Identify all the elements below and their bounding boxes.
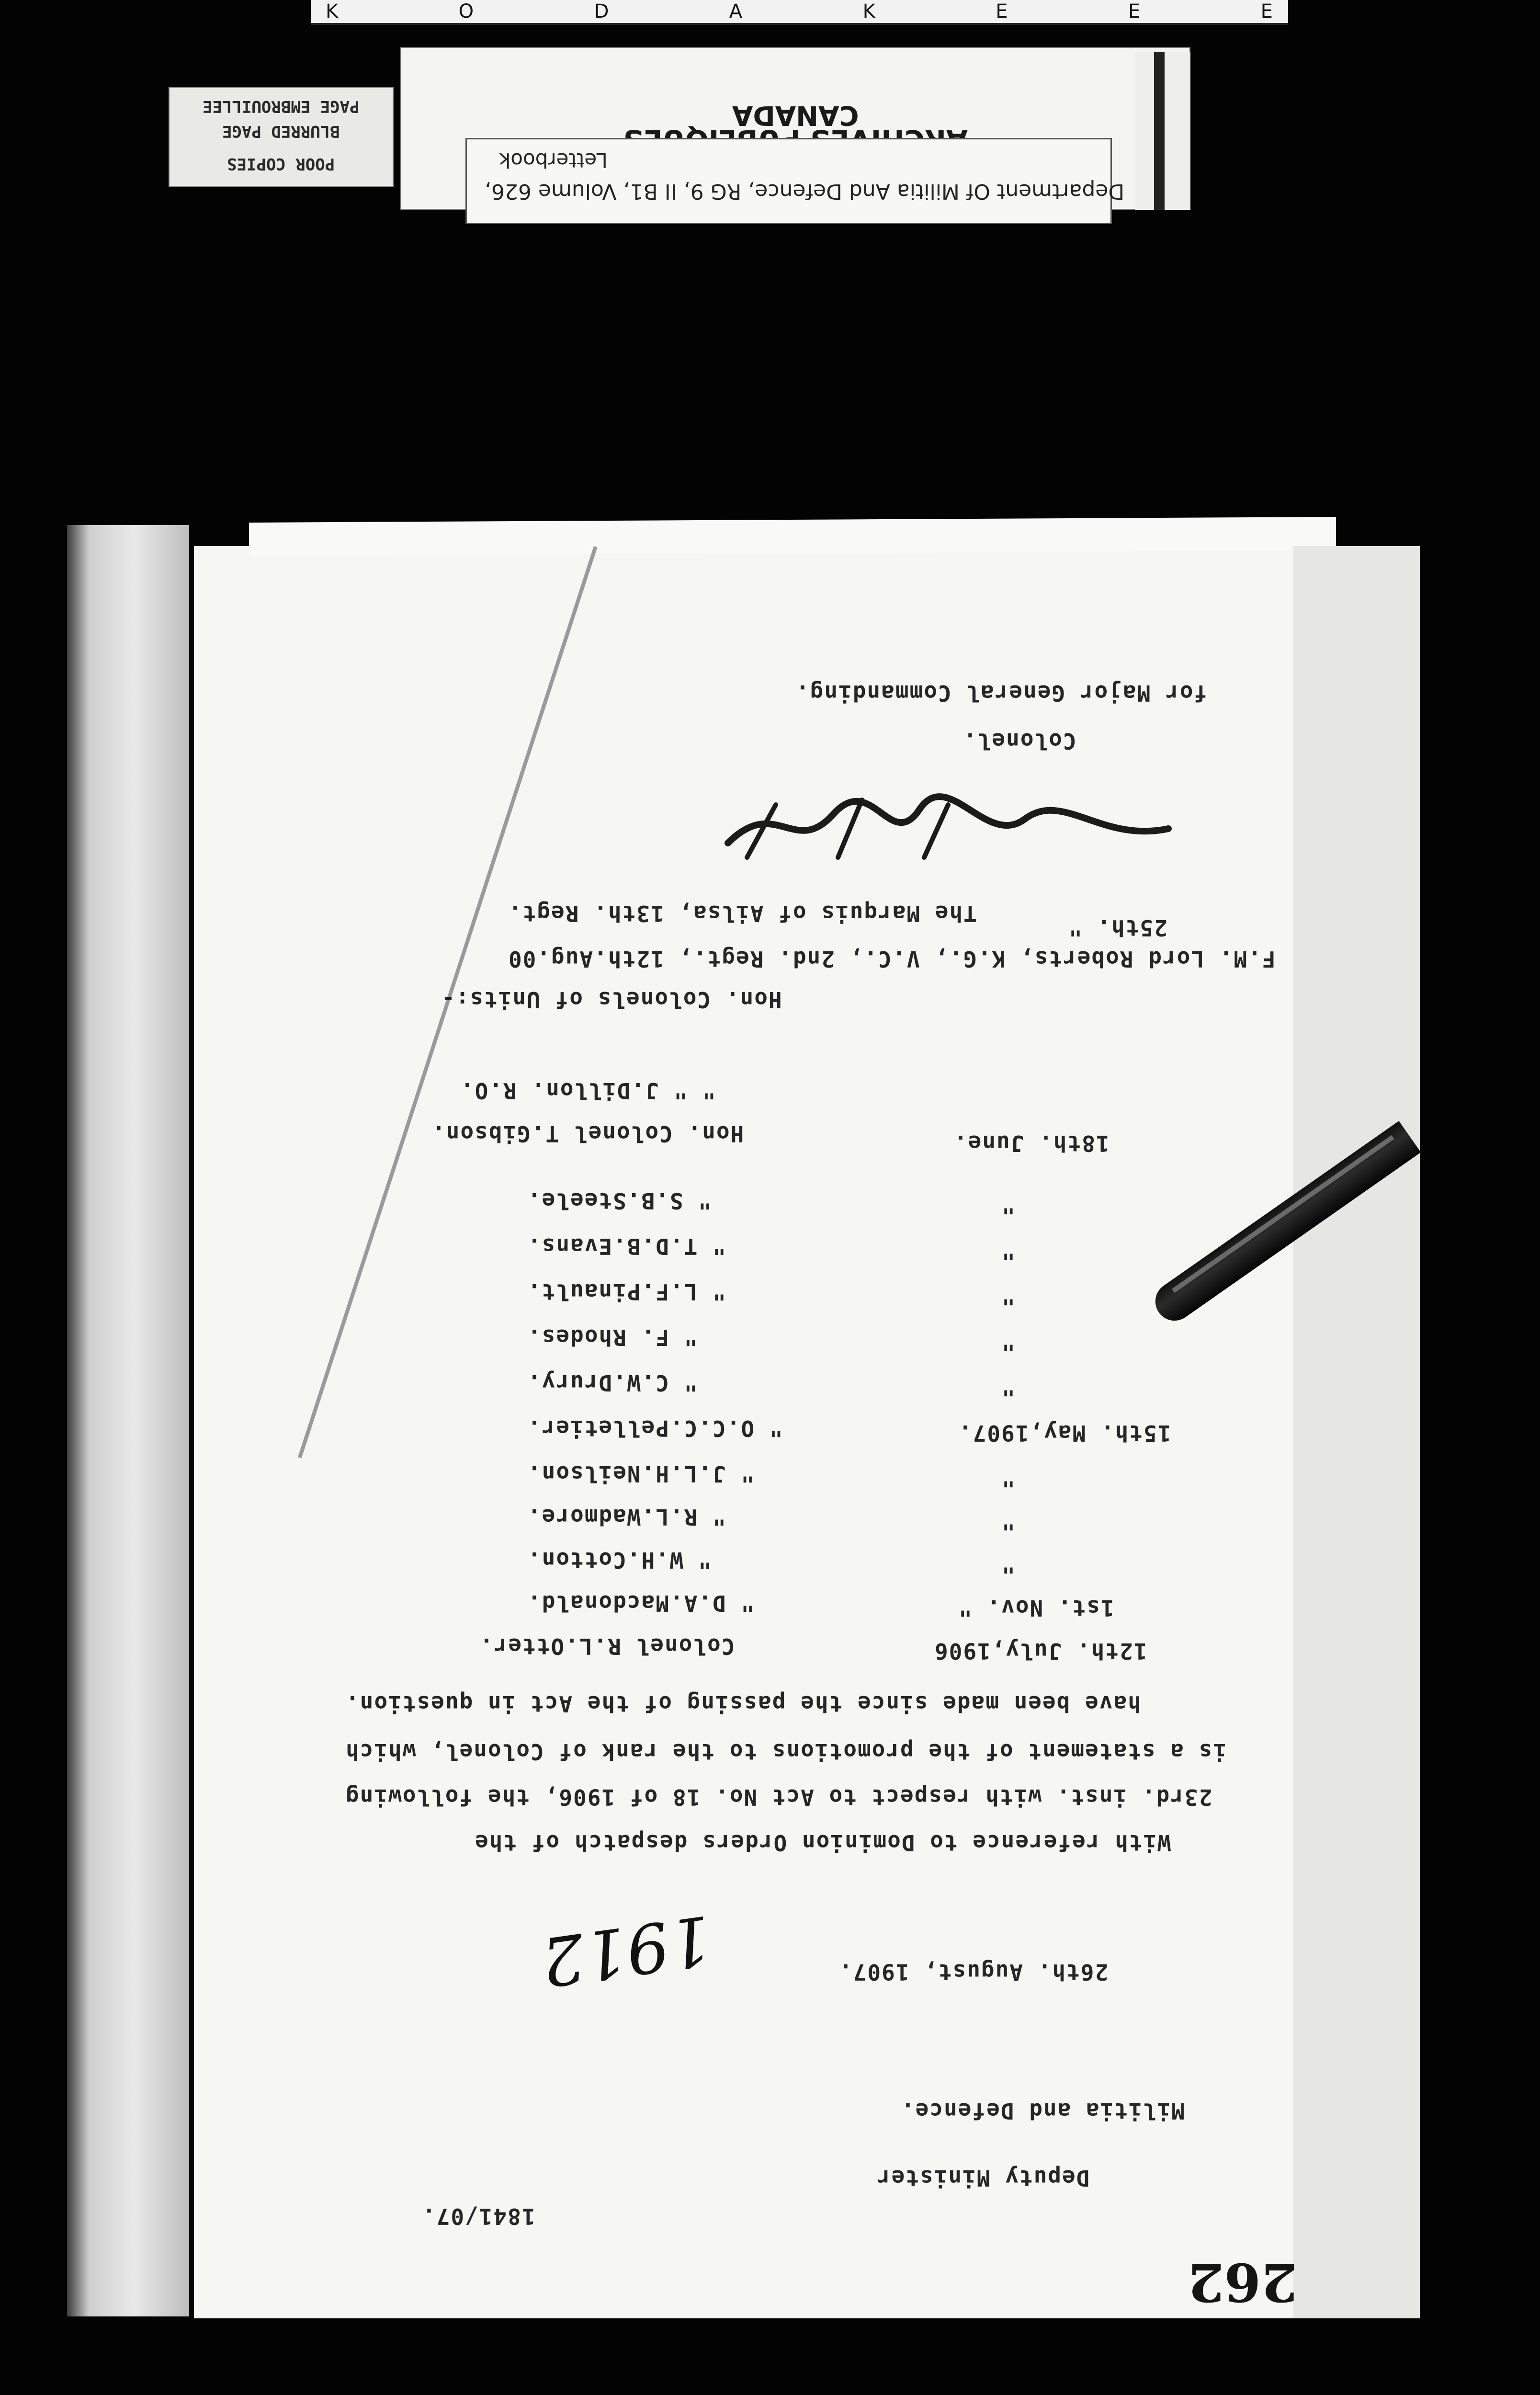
signature-title: Colonel. xyxy=(962,728,1076,754)
stamp-line-fr: PAGE EMBROUILLEE xyxy=(203,97,360,116)
hon-unit-2: The Marquis of Ailsa, 13th. Regt. xyxy=(508,901,977,926)
page-number: 262 xyxy=(1188,2251,1298,2313)
letter-date: 26th. August, 1907. xyxy=(838,1959,1109,1985)
page-top-edge xyxy=(249,517,1336,556)
promotion-date: " xyxy=(1001,1238,1015,1264)
hon-units-heading: Hon. Colonels of Units:- xyxy=(441,987,782,1013)
sender-title-2: Militia and Defence. xyxy=(900,2098,1185,2124)
promotion-name: " W.H.Cotton. xyxy=(527,1547,712,1573)
promotion-name: " L.F.Pinault. xyxy=(527,1279,726,1305)
film-mark: K xyxy=(326,0,340,23)
body-line-2: 23rd. inst. with respect to Act No. 18 of 1906, the following xyxy=(345,1784,1212,1810)
archives-country: CANADA xyxy=(732,100,859,131)
film-mark: D xyxy=(594,0,610,23)
promotion-name: " C.W.Drury. xyxy=(527,1370,698,1396)
book-binding xyxy=(67,525,189,2316)
promotion-date: 15th. May,1907. xyxy=(958,1420,1171,1446)
promotion-name: " S.B.Steele. xyxy=(527,1188,712,1214)
promotion-date: " xyxy=(1001,1466,1015,1492)
film-mark: E xyxy=(1260,0,1274,23)
stamp-line-en: BLURRED PAGE xyxy=(222,122,340,141)
hon-colonel-2: " " J.Dillon. R.O. xyxy=(460,1078,716,1104)
promotion-name: " D.A.Macdonald. xyxy=(527,1590,755,1616)
promotion-name: " J.L.H.Neilson. xyxy=(527,1461,755,1487)
promotion-date: " xyxy=(1001,1375,1015,1401)
reference-number: 1841/07. xyxy=(421,2203,535,2229)
stamp-line-copies: POOR COPIES xyxy=(227,154,335,173)
film-mark: E xyxy=(1128,0,1142,23)
page-shadow xyxy=(1293,546,1420,2318)
film-mark: A xyxy=(729,0,744,23)
promotion-name: " R.L.Wadmore. xyxy=(527,1504,726,1530)
hon-colonel-name: Hon. Colonel T.Gibson. xyxy=(431,1121,744,1147)
source-reference: Department Of Militia And Defence, RG 9, II B1, Volume 626, xyxy=(485,179,1125,204)
promotion-date: " xyxy=(1001,1284,1015,1310)
promotion-date: 12th. July,1906 xyxy=(934,1638,1147,1664)
hon-unit-1: F.M. Lord Roberts, K.G., V.C., 2nd. Regt., 12th.Aug.00 xyxy=(508,946,1276,972)
promotion-date: " xyxy=(1001,1193,1015,1219)
promotion-date: 1st. Nov. " xyxy=(958,1595,1114,1621)
promotion-name: " O.C.C.Pelletier. xyxy=(527,1415,783,1441)
promotion-date: " xyxy=(1001,1329,1015,1355)
header-tab-stripe xyxy=(1154,52,1165,210)
promotion-date: " xyxy=(1001,1509,1015,1535)
quality-stamp-card xyxy=(169,87,394,187)
film-mark: E xyxy=(996,0,1009,23)
film-mark: O xyxy=(458,0,475,23)
promotion-name: " T.D.B.Evans. xyxy=(527,1233,726,1259)
promotion-name: " F. Rhodes. xyxy=(527,1324,698,1350)
handwritten-annotation: 1912 xyxy=(536,1899,716,2001)
body-line-4: have been made since the passing of the Act in question. xyxy=(345,1691,1141,1717)
hon-colonel-date: 18th. June. xyxy=(953,1130,1110,1156)
promotion-name: Colonel R.L.Otter. xyxy=(479,1633,735,1659)
film-strip xyxy=(311,0,1288,25)
body-line-1: With reference to Dominion Orders despatch of the xyxy=(474,1830,1171,1856)
promotion-date: " xyxy=(1001,1552,1015,1578)
film-mark: K xyxy=(862,0,876,23)
sender-title-1: Deputy Minister xyxy=(876,2165,1090,2191)
signature xyxy=(718,786,1178,862)
source-reference-card xyxy=(465,138,1125,224)
closing-line: for Major General Commanding. xyxy=(795,680,1208,706)
source-subtitle: Letterbook xyxy=(499,148,608,172)
hon-unit-2-date: 25th. " xyxy=(1068,915,1167,941)
body-line-3: is a statement of the promotions to the rank of Colonel, which xyxy=(345,1739,1227,1765)
